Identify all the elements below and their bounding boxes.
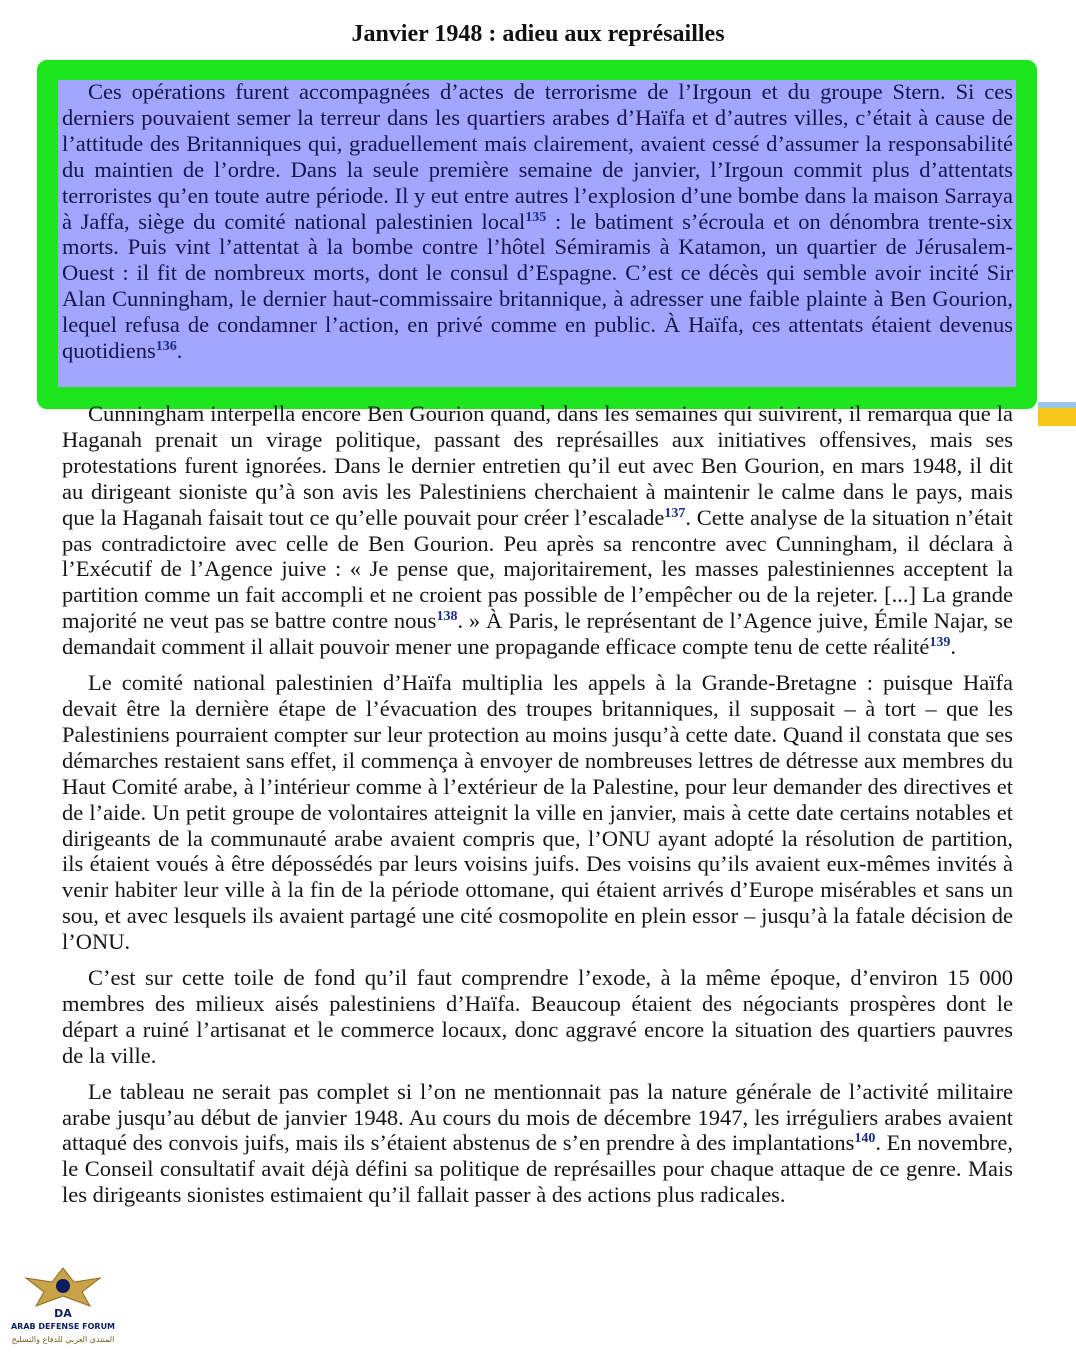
body-text [62,401,1013,1208]
paragraph-1: Ces opérations furent accompagnées d’actes de terrorisme de l’Irgoun et du groupe Stern. Si ces derniers pouvaient semer la terreur dans les quartiers arabes d’Haïfa et d’autres villes, c’était à cause de l’attitude des Britanniques qui, graduellement mais clairement, avaient cessé d’assumer la responsabilité du maintien de l’ordre. Dans la seule première semaine de janvier, l’Irgoun commit plus d’attentats terroristes qu’en toute autre période. Il y eut entre autres l’explosion d’une bombe dans la maison Sarraya à Jaffa, siège du comité national palestinien local$^{135}$ : le batiment s’écroula et on dénombra trente-six morts. Puis vint l’attentat à la bombe contre l’hôtel Sémiramis à Katamon, un quartier de Jérusalem-Ouest : il fit de nombreux morts, dont le consul d’Espagne. C’est ce décès qui semble avoir incité Sir Alan Cunningham, le dernier haut-commissaire britannique, à adresser une faible plainte à Ben Gourion, lequel refusa de condamner l’action, en privé comme en public. À Haïfa, ces attentats étaient devenus quotidiens$^{136}$. [62,79,1013,364]
watermark-logo [4,1262,122,1352]
paragraph-3: Le comité national palestinien d’Haïfa multiplia les appels à la Grande-Bretagne : puisque Haïfa devait être la dernière étape de l’évacuation des troupes britanniques, il supposait – à tort – que les Palestiniens pourraient compter sur leur protection au moins jusqu’à cette date. Quand il constata que ses démarches restaient sans effet, il commença à envoyer de nombreuses lettres de détresse aux membres du Haut Comité arabe, à l’intérieur comme à l’extérieur de la Palestine, pour leur demander des directives et de l’aide. Un petit groupe de volontaires atteignit la ville en janvier, mais à cette date certains notables et dirigeants de la communauté arabe avaient compris que, l’ONU ayant adopté la résolution de partition, ils étaient voués à être dépossédés par leurs voisins juifs. Des voisins qu’ils avaient eux-mêmes invités à venir habiter leur ville à la fin de la période ottomane, qui étaient arrivés d’Europe misérables et sans un sou, et avec lesquels ils avaient partagé une cité cosmopolite en plein essor – jusqu’à la fatale décision de l’ONU. [62,670,1013,955]
page-title: Janvier 1948 : adieu aux représailles [351,21,725,47]
scroll-marker-tab[interactable] [1038,402,1076,426]
logo-arabic-name: المنتدى العربي للدفاع والتسليح [11,1335,115,1344]
logo-abbreviation: DA [54,1307,72,1320]
paragraph-5: Le tableau ne serait pas complet si l’on ne mentionnait pas la nature générale de l’activité militaire arabe jusqu’au début de janvier 1948. Au cours du mois de décembre 1947, les irréguliers arabes avaient attaqué des convois juifs, mais ils s’étaient abstenus de s’en prendre à des implantations$^{140}$. En novembre, le Conseil consultatif avait déjà défini sa politique de représailles pour chaque attaque de ce genre. Mais les dirigeants sionistes estimaient qu’il fallait passer à des actions plus radicales. [62,1078,1013,1208]
eagle-emblem-icon [4,1262,122,1312]
paragraph-2: Cunningham interpella encore Ben Gourion quand, dans les semaines qui suivirent, il remarqua que la Haganah prenait un virage politique, passant des représailles aux initiatives offensives, mais ses protestations furent ignorées. Dans le dernier entretien qu’il eut avec Ben Gourion, en mars 1948, il dit au dirigeant sioniste qu’à son avis les Palestiniens cherchaient à maintenir le calme dans le pays, mais que la Haganah faisait tout ce qu’elle pouvait pour créer l’escalade$^{137}$. Cette analyse de la situation n’était pas contradictoire avec celle de Ben Gourion. Peu après sa rencontre avec Cunningham, il déclara à l’Exécutif de l’Agence juive : « Je pense que, majoritairement, les masses palestiniennes acceptent la partition comme un fait accompli et ne croient pas possible de l’empêcher ou de la rejeter. [...] La grande majorité ne veut pas se battre contre nous$^{138}$. » À Paris, le représentant de l’Agence juive, Émile Najar, se demandait comment il allait pouvoir mener une propagande efficace compte tenu de cette réalité$^{139}$. [62,401,1013,660]
footnote-ref-138[interactable]: 138 [436,609,458,625]
paragraph-4: C’est sur cette toile de fond qu’il faut comprendre l’exode, à la même époque, d’environ 15 000 membres des milieux aisés palestiniens d’Haïfa. Beaucoup étaient des négociants prospères dont le départ a ruiné l’artisanat et le commerce locaux, donc aggravé encore la situation des quartiers pauvres de la ville. [62,965,1013,1068]
footnote-ref-137[interactable]: 137 [664,505,686,521]
footnote-ref-135[interactable]: 135 [525,209,547,225]
footnote-ref-139[interactable]: 139 [929,635,951,651]
footnote-ref-140[interactable]: 140 [854,1131,876,1147]
logo-name: ARAB DEFENSE FORUM [10,1322,116,1331]
highlighted-passage [62,79,1013,364]
footnote-ref-136[interactable]: 136 [155,339,177,355]
